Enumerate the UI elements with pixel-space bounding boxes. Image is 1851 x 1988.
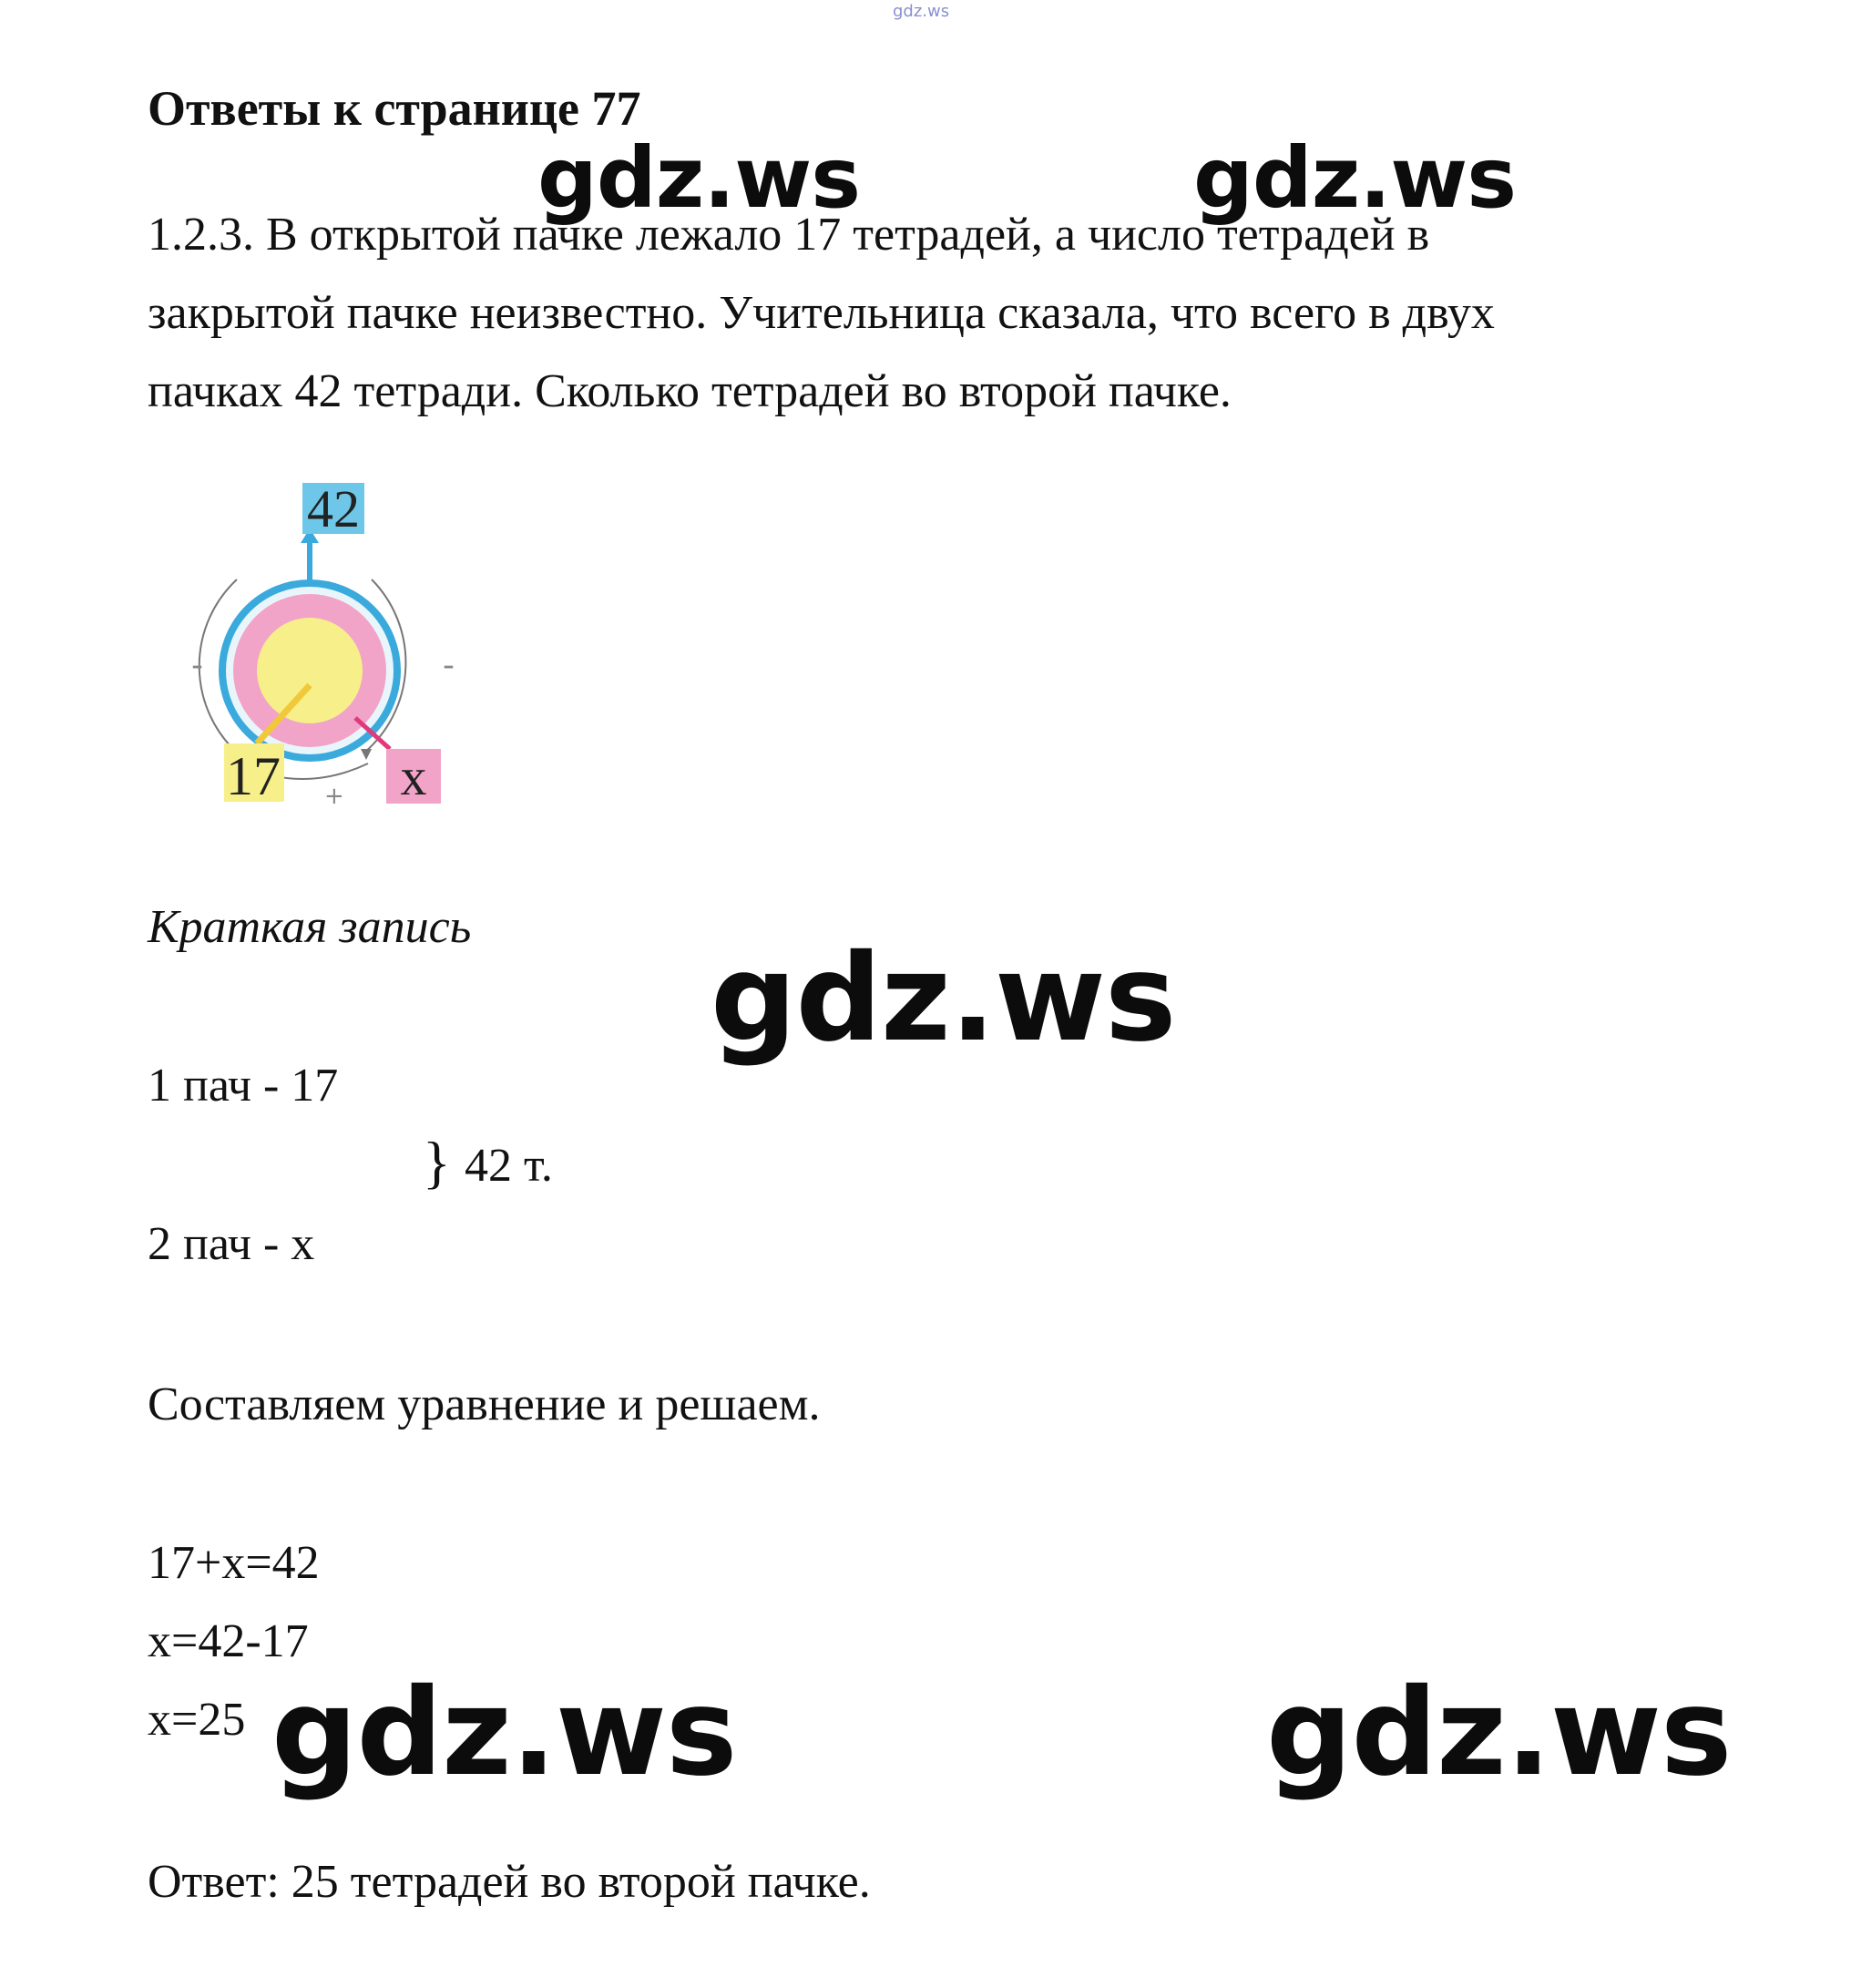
whole-value: 42	[307, 479, 360, 538]
answer-text: Ответ: 25 тетрадей во второй пачке.	[148, 1856, 871, 1908]
site-mark: gdz.ws	[893, 2, 950, 21]
yellow-circle	[257, 618, 363, 723]
problem-line-3: пачках 42 тетради. Сколько тетрадей во второй пачке.	[148, 365, 1232, 417]
short-note-row-2: 2 пач - х	[148, 1218, 315, 1270]
equation-2: х=42-17	[148, 1615, 309, 1667]
solution-intro: Составляем уравнение и решаем.	[148, 1378, 821, 1430]
watermark: gdz.ws	[1266, 1663, 1732, 1803]
short-note-brace: }	[423, 1130, 451, 1194]
problem-line-2: закрытой пачке неизвестно. Учительница сказала, что всего в двух	[148, 287, 1495, 339]
minus-right-sign: -	[443, 647, 455, 684]
short-note-total: 42 т.	[465, 1140, 553, 1192]
minus-left-sign: -	[191, 647, 203, 684]
short-note-label: Краткая запись	[148, 901, 472, 953]
short-note-row-1: 1 пач - 17	[148, 1060, 339, 1112]
watermark: gdz.ws	[1193, 129, 1516, 227]
known-value: 17	[226, 746, 281, 806]
watermark: gdz.ws	[537, 129, 860, 227]
watermark: gdz.ws	[271, 1663, 737, 1803]
problem-line-1: 1.2.3. В открытой пачке лежало 17 тетрадей, а число тетрадей в	[148, 209, 1430, 261]
page-title: Ответы к странице 77	[148, 81, 641, 136]
unknown-value: x	[400, 747, 427, 806]
part-whole-diagram	[146, 465, 510, 820]
plus-sign: +	[324, 783, 344, 810]
equation-3: х=25	[148, 1694, 246, 1746]
equation-1: 17+х=42	[148, 1537, 320, 1589]
watermark: gdz.ws	[711, 928, 1176, 1069]
